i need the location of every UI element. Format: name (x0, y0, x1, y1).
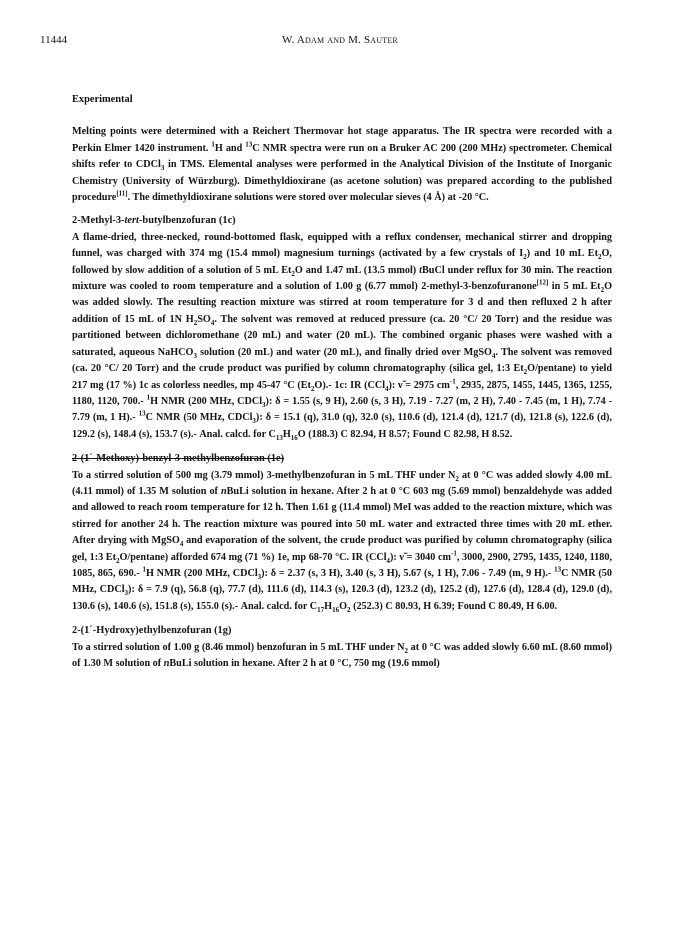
citation-ref: [11] (116, 189, 128, 198)
page-header (40, 34, 640, 50)
section-heading-1g: 2-(1´-Hydroxy)ethylbenzofuran (1g) (72, 625, 232, 637)
paragraph-1c-procedure: A flame-dried, three-necked, round-bottomed flask, equipped with a reflux condenser, mechanical stirrer and dropping funnel, was charged with 374 mg (15.4 mmol) magnesium turnings (activated by a few crystals of $I_2$) and 10 mL $Et_2O$, followed by slow addition of a solution of 5 mL $Et_2O$ and 1.47 mL (13.5 mmol) tBuCl under reflux for 30 min. The reaction mixture was cooled to room temperature and a solution of 1.00 g (6.77 mmol) 2-methyl-3-benzofuranone[12] in 5 mL $Et_2O$ was added slowly. The resulting reaction mixture was stirred at room temperature for 3 d and then refluxed 2 h after addition of 15 mL of 1N $H_2SO_4$. The solvent was removed at reduced pressure (ca. 20 °C/ 20 Torr) and the residue was partitioned between dichloromethane (20 mL) and water (20 mL). The combined organic phases were washed with a saturated, aqueous NaHCO$_3$ solution (20 mL) and water (20 mL), and finally dried over MgSO$_4$. The solvent was removed (ca. 20 °C/ 20 Torr) and the crude product was purified by column chromatography (silica gel, 1:3 $Et_2O/pentane$) to yield 217 mg (17 %) 1c as colorless needles, mp 45-47 °C $(Et_2O).-$ 1c: IR (CCl$_4$): ν̃ = 2975 $cm^{-1}$, 2935, 2875, 1455, 1445, 1365, 1255, 1180, 1120, 700.- $^1$H NMR (200 MHz, CDCl$_3$): δ = 1.55 (s, 9 H), 2.60 (s, 3 H), 7.19 - 7.27 (m, 2 H), 7.40 - 7.45 (m, 1 H), 7.74 - 7.79 (m, 1 H).- $^{13}$C NMR (50 MHz, CDCl$_3$): δ = 15.1 (q), 31.0 (q), 32.0 (s), 110.6 (d), 121.4 (d), 121.7 (d), 121.8 (s), 122.6 (d), 129.2 (s), 148.4 (s), 153.7 (s).- Anal. calcd. for $C_{13}H_{16}O$ (188.3) C 82.94, H 8.57; Found C 82.98, H 8.52. (72, 231, 613, 442)
paragraph-1g-procedure: To a stirred solution of 1.00 g (8.46 mmol) benzofuran in 5 mL THF under $N_2$ at 0 °C was added slowly 6.60 mL (8.60 mmol) of 1.30 M solution of nBuLi solution in hexane. After 2 h at 0 °C, 750 mg (19.6 mmol) (72, 641, 612, 669)
page-number: 11444 (40, 34, 68, 46)
paragraph-1e-procedure: To a stirred solution of 500 mg (3.79 mmol) 3-methylbenzofuran in 5 mL THF under $N_2$ at 0 °C was added slowly 4.00 mL (4.11 mmol) of 1.35 M solution of nBuLi solution in hexane. After 2 h at 0 °C 603 mg (5.69 mmol) benzaldehyde was added and allowed to reach room temperature for 12 h. Then 1.61 g (11.4 mmol) MeI was added to the reaction mixture, which was stirred for another 24 h. The reaction mixture was poured into 50 mL water and extracted three times with 20 mL ether. After drying with MgSO$_4$ and evaporation of the solvent, the crude product was purified by column chromatography (silica gel, 1:3 $Et_2O/pentane$) afforded 674 mg (71 %) 1e, mp 68-70 °C. IR (CCl$_4$): ν̃ = 3040 $cm^{-1}$, 3000, 2900, 2795, 1435, 1240, 1180, 1085, 865, 690.- $^1$H NMR (200 MHz, CDCl$_3$): δ = 2.37 (s, 3 H), 3.40 (s, 3 H), 5.67 (s, 1 H), 7.06 - 7.49 (m, 9 H).- $^{13}$C NMR (50 MHz, CDCl$_3$): δ = 7.9 (q), 56.8 (q), 77.7 (d), 111.6 (d), 114.3 (s), 120.3 (d), 123.2 (d), 125.2 (d), 127.6 (d), 128.4 (d), 129.0 (d), 130.6 (s), 140.6 (s), 151.8 (s), 155.0 (s).- Anal. calcd. for $C_{17}H_{16}O_2$ (252.3) C 80.93, H 6.39; Found C 80.49, H 6.00. (72, 469, 613, 614)
section-heading-experimental: Experimental (72, 94, 133, 105)
running-title: W. Adam and M. Sauter (282, 34, 398, 46)
citation-ref: [12] (536, 278, 549, 287)
section-heading-1c: 2-Methyl-3-tert-butylbenzofuran (1c) (72, 215, 236, 227)
paragraph-general-methods: Melting points were determined with a Reichert Thermovar hot stage apparatus. The IR spectra were recorded with a Perkin Elmer 1420 instrument. $^1$H and $^{13}$C NMR spectra were run on a Bruker AC 200 (200 MHz) spectrometer. Chemical shifts refer to CDCl$_3$ in TMS. Elemental analyses were performed in the Analytical Division of the Institute of Inorganic Chemistry (University of Würzburg). Dimethyldioxirane (as acetone solution) was prepared according to the published procedure[11]. The dimethyldioxirane solutions were stored over molecular sieves (4 Å) at -20 °C. (72, 126, 612, 204)
article-body (72, 92, 612, 672)
section-heading-1e: 2-(1´-Methoxy)-benzyl-3-methylbenzofuran (1e) (72, 453, 285, 465)
